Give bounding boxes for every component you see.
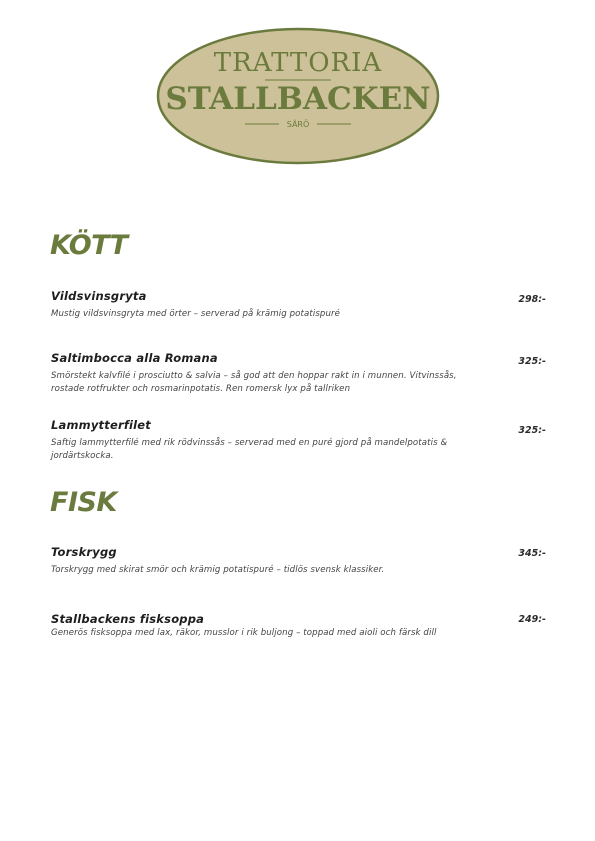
menu-item	[51, 418, 546, 463]
menu-item-name: Saltimbocca alla Romana	[51, 351, 218, 365]
section-title-kott: KÖTT	[50, 230, 128, 261]
section-title-fisk: FISK	[50, 487, 117, 518]
menu-item-name: Lammytterfilet	[51, 418, 151, 432]
logo-line-saro: SÄRÖ	[286, 120, 310, 129]
menu-item-description: Generös fisksoppa med lax, räkor, musslor i rik buljong – toppad med aioli och färsk dill	[51, 628, 437, 638]
menu-item-price: 345:-	[518, 548, 546, 559]
logo-line-stallbacken: STALLBACKEN	[165, 81, 431, 117]
menu-item-price: 325:-	[518, 425, 546, 436]
menu-item-price: 249:-	[518, 614, 546, 625]
logo-line-trattoria: TRATTORIA	[213, 48, 383, 78]
menu-item-description: Smörstekt kalvfilé i prosciutto & salvia – så god att den hoppar rakt in i munnen. Vitvinssås, rostade rotfrukter och rosmarinpotatis. Ren romersk lyx på tallriken	[51, 371, 457, 394]
menu-item	[51, 612, 546, 640]
menu-item-description: Saftig lammytterfilé med rik rödvinssås – serverad med en puré gjord på mandelpotatis & jordärtskocka.	[51, 438, 448, 461]
logo-emblem	[155, 26, 441, 166]
menu-item-name: Torskrygg	[51, 545, 117, 559]
menu-item	[51, 351, 546, 396]
menu-item	[51, 289, 546, 321]
menu-item-description: Torskrygg med skirat smör och krämig potatispuré – tidlös svensk klassiker.	[51, 565, 385, 575]
menu-item	[51, 545, 546, 577]
restaurant-logo	[155, 26, 441, 166]
menu-item-description: Mustig vildsvinsgryta med örter – serverad på krämig potatispuré	[51, 309, 341, 319]
menu-item-price: 298:-	[518, 294, 546, 305]
menu-item-name: Vildsvinsgryta	[51, 289, 147, 303]
menu-item-name: Stallbackens fisksoppa	[51, 612, 205, 626]
menu-item-price: 325:-	[518, 356, 546, 367]
